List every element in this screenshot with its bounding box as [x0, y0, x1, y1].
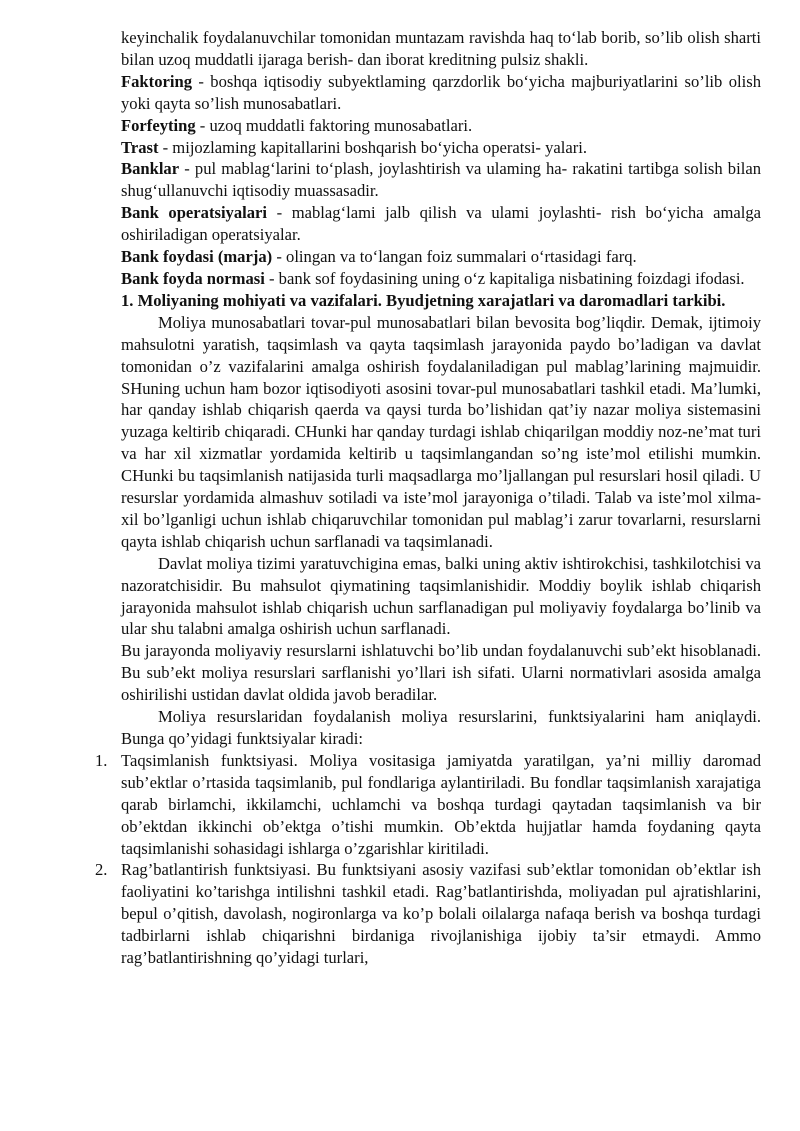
list-item-number: 2.: [95, 860, 108, 880]
glossary-term: Faktoring: [121, 71, 192, 91]
document-page: [95, 27, 761, 969]
list-item-text: Taqsimlanish funktsiyasi. Moliya vositasiga jamiyatda yaratilgan, ya’ni milliy daromad sub’ektlar o’rtasida taqsimlanib, pul fondlariga aylantiriladi. Bu fondlar taqsimlanish xarajatiga qarab birlamchi, ikkilamchi, uchlamchi va boshqa turdagi qaytadan taqsimlanish va bir ob’ektdan ikkinchi ob’ektga o’tishi mumkin. Ob’ektda hujjatlar hamda foydaning qayta taqsimlanishi sohasidagi ishlarga o’zgarishlar kiritiladi.: [121, 750, 761, 858]
list-item-text: Rag’batlantirish funktsiyasi. Bu funktsiyani asosiy vazifasi sub’ektlar tomonidan ob’ektlar ish faoliyatini ko’tarishga intilishni tashkil etadi. Rag’batlantirishda, moliyadan pul ajratishlarini, bepul o’qitish, davolash, nogironlarga va ko’p bolali oilalarga nafaqa berish va boshqa turdagi tadbirlarni ishlab chiqarishni birdaniga rivojlanishiga ijobiy ta’sir etmaydi. Ammo rag’batlantirishning qo’yidagi turlari,: [121, 860, 761, 968]
glossary-definition: - olingan va to‘langan foiz summalari o‘rtasidagi farq.: [272, 247, 637, 267]
body-paragraph: Moliya resurslaridan foydalanish moliya resurslarini, funktsiyalarini ham aniqlaydi. Bunga qo’yidagi funktsiyalar kiradi:: [121, 707, 761, 748]
glossary-term: Bank foydasi (marja): [121, 247, 273, 267]
glossary-definition: - mijozlaming kapitallarini boshqarish bo‘yicha operatsi- yalari.: [158, 137, 588, 157]
glossary-term: Trast: [121, 137, 159, 157]
glossary-entry-banklar: [121, 158, 761, 202]
list-item-number: 1.: [95, 750, 108, 770]
intro-continuation: keyinchalik foydalanuvchilar tomonidan muntazam ravishda haq to‘lab borib, so’lib olish sharti bilan uzoq muddatli ijaraga berish- dan iborat kreditning pulsiz shakli.: [121, 28, 761, 69]
glossary-definition: - bank sof foydasining uning o‘z kapitaliga nisbatining foizdagi ifodasi.: [264, 268, 745, 288]
body-paragraph: Moliya munosabatlari tovar-pul munosabatlari bilan bevosita bog’liqdir. Demak, ijtimoiy mahsulotni yaratish, taqsimlash va qayta taqsimlash jarayonida paydo bo’ladigan va davlat tomonidan o’z vazifalarini amalga oshirish foydalaniladigan pul mablag’larining majmuidir. SHuning uchun ham bozor iqtisodiyoti asosini tovar-pul munosabatlari tashkil etadi. Ma’lumki, har qanday ishlab chiqarish qaerda va qaysi turda bo’lishidan qat’iy nazar moliya sistemasini yuzaga keltirib chiqaradi. CHunki har qanday turdagi ishlab chiqarilgan moddiy noz-ne’mat turi va har xil xizmatlar yordamida keltirib u taqsimlangandan so’ng iste’mol etilishi mumkin. CHunki bu taqsimlanish natijasida turli maqsadlarga mo’ljallangan pul resurslari hosil qiladi. U resurslar yordamida almashuv sotiladi va iste’mol jarayoniga o’tiladi. Talab va iste’mol xilma-xil bo’lganligi uchun ishlab chiqaruvchilar tomonidan pul mablag’i zarur tovarlarni, resurslarni qayta ishlab chiqarish uchun sarflanadi va taqsimlanadi.: [121, 312, 761, 551]
glossary-term: Banklar: [121, 159, 180, 179]
glossary-definition: - pul mablag‘larini to‘plash, joylashtirish va ulaming ha- rakatini tartibga solish bilan shug‘ullanuvchi iqtisodiy muassasadir.: [121, 159, 761, 201]
glossary-entry-forfeyting: [121, 115, 761, 137]
glossary-definition: - uzoq muddatli faktoring munosabatlari.: [195, 115, 473, 135]
glossary-term: Bank operatsiyalari: [121, 203, 268, 223]
list-item: [95, 859, 761, 969]
list-item: [95, 750, 761, 860]
functions-list: [95, 750, 761, 969]
glossary-entry-trast: [121, 137, 761, 159]
glossary-entry-bank-foydasi: [121, 246, 761, 268]
glossary-entry-faktoring: [121, 71, 761, 115]
glossary-term: Bank foyda normasi: [121, 268, 265, 288]
glossary-term: Forfeyting: [121, 115, 196, 135]
glossary-definition: - mablag‘lami jalb qilish va ulami joylashti- rish bo‘yicha amalga oshiriladigan operatsiyalar.: [121, 203, 761, 245]
body-paragraph: Bu jarayonda moliyaviy resurslarni ishlatuvchi bo’lib undan foydalanuvchi sub’ekt hisoblanadi. Bu sub’ekt moliya resurslari sarflanishi yo’llari ish sifati. Ularni normativlari asosida amalga oshirilishi ustidan davlat oldida javob beradilar.: [121, 641, 761, 705]
body-paragraph: Davlat moliya tizimi yaratuvchigina emas, balki uning aktiv ishtirokchisi, tashkilotchisi va nazoratchisidir. Bu mahsulot qiymatining taqsimlanishidir. Moddiy boylik ishlab chiqarish jarayonida mahsulot ishlab chiqarish uchun sarflanadigan pul moliyaviy foydalarga bo’linib va ular shu talabni amalga oshirish uchun sarflanadi.: [121, 553, 761, 639]
glossary-entry-bank-foyda-normasi: [121, 268, 761, 290]
section-heading: 1. Moliyaning mohiyati va vazifalari. Byudjetning xarajatlari va daromadlari tarkibi.: [121, 290, 726, 310]
glossary-entry-bank-operatsiyalari: [121, 202, 761, 246]
glossary-definition: - boshqa iqtisodiy subyektlaming qarzdorlik bo‘yicha majburiyatlarini so’lib olish yoki qayta so’lish munosabatlari.: [121, 71, 761, 113]
